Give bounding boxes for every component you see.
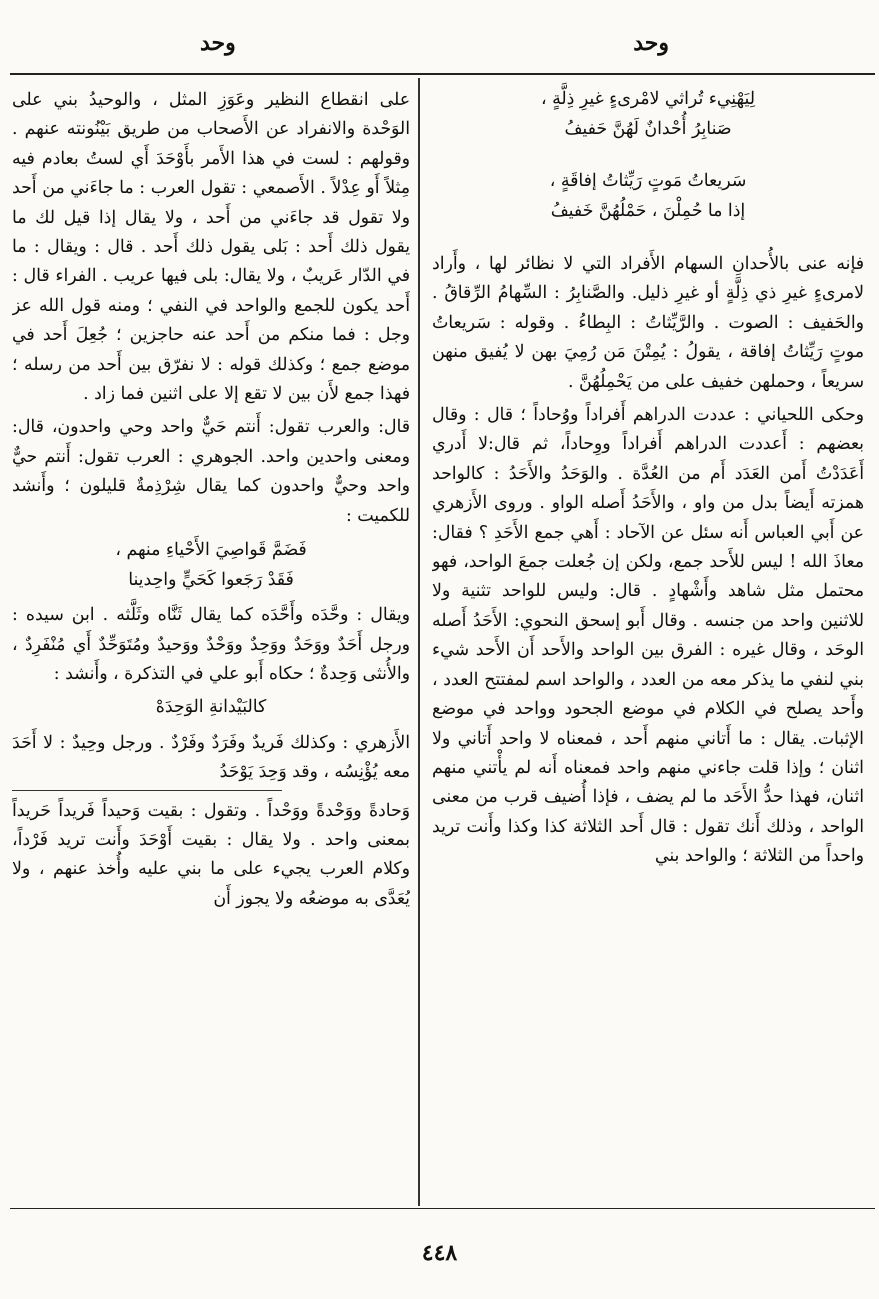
poem-1-line-1: لِيَهْنِيء تُراثي لامْرىءٍ غيرِ ذِلَّةٍ ، <box>541 89 755 109</box>
poem-3 <box>12 535 410 595</box>
bottom-rule <box>10 1208 875 1209</box>
header-right-title: وحد <box>633 30 669 56</box>
poem-single-line: كالبَيْدانةِ الوَحِدَهْ <box>155 697 267 718</box>
header-left-title: وحد <box>200 30 236 56</box>
left-column <box>12 82 410 1206</box>
right-paragraph-1: فإنه عنى بالأُحدانِ السهام الأَفراد التي لا نظائر لها ، وأَراد لامرىءٍ غيرِ ذي ذِلَّةٍ أو غيرِ ذليل. والصَّنابِرُ : السِّهامُ الرِّقاقُ . والحَفيف : الصوت . والرَّيِّثاتُ : البِطاءُ . وقوله : سَريعاتُ موتٍ رَيِّثاتُ إفاقة ، يقولُ : يُمِتْنَ مَن رُمِيَ بهن لا يُفيق منهن سريعاً ، وحملهن خفيف على من يَحْمِلُهُنَّ . <box>432 254 864 392</box>
poem-1 <box>432 84 864 144</box>
left-paragraph-2: قال: والعرب تقول: أَنتم حَيٌّ واحد وحي واحدون، قال: ومعنى واحدين واحد. الجوهري : العرب تقول: أَنتم حيٌّ واحد وحيٌّ واحدون كما يقال شِرْذِمةٌ قليلون ؛ وأَنشد للكميت : <box>12 417 410 526</box>
left-paragraph-1: على انقطاع النظير وعَوَزِ المثل ، والوحيدُ بني على الوَحْدة والانفراد عن الأَصحاب من طريق بَيْنُونته عنهم . وقولهم : لست في هذا الأَمر بأَوْحَدَ أَي لستُ بعادم فيه مِثلاً أَو عِدْلاً . الأَصمعي : تقول العرب : ما جاءَني من أَحد ولا تقول قد جاءَني من أَحد ، ولا يقال إذا قيل لك ما يقول ذلك أَحد : بَلى يقول ذلك أَحد . قال : ويقال : ما في الدّار عَريبٌ ، ولا يقال: بلى فيها عريب . الفراء قال : أَحد يكون للجمع والواحد في النفي ؛ ومنه قول الله عز وجل : فما منكم من أَحد عنه حاجزين ؛ جُعِلَ أَحد في موضع جمع ؛ وكذلك قوله : لا نفرّق بين أَحد من رسله ؛ فهذا جمع لأَن بين لا تقع إلا على اثنين فما زاد . <box>12 90 410 405</box>
column-separator <box>418 78 420 1206</box>
left-paragraph-4: الأَزهري : وكذلك فَريدٌ وفَرَدٌ وفَرْدٌ . ورجل وحِيدٌ : لا أَحَدَ معه يُؤْنِسُه ، وقد وَحِدَ يَوْحَدُ <box>12 732 410 783</box>
left-paragraph-3: ويقال : وحَّدَه وأَحَّدَه كما يقال ثَنَّاه وثَلَّثه . ابن سيده : ورجل أَحَدٌ ووَحَدٌ ووَحِدٌ ووَحْدٌ ووَحيدٌ ومُتَوَحِّدٌ أَي مُنْفَرِدٌ ، والأُنثى وَحِدةٌ ؛ حكاه أَبو علي في التذكرة ، وأَنشد : <box>12 605 410 684</box>
poem-2 <box>432 166 864 226</box>
top-rule <box>10 73 875 75</box>
left-paragraph-5: وَحادةً ووَحْدةً ووَحْداً . وتقول : بقيت وَحيداً فَريداً حَريداً بمعنى واحد . ولا يقال : بقيت أَوْحَدَ وأَنت تريد فَرْداً، وكلام العرب يجيء على ما بني عليه وأُخذ عنهم ، ولا يُعَدَّى به موضعُه ولا يجوز أَن <box>12 800 410 909</box>
poem-1-line-2: صَنابِرُ أُحْدانٌ لَهُنَّ حَفيفُ <box>564 119 732 139</box>
poem-2-line-2: إذا ما حُمِلْنَ ، حَمْلُهُنَّ خَفيفُ <box>550 201 746 221</box>
poem-3-line-1: فَضَمَّ قَواصِيَ الأَحْياءِ منهم ، <box>115 540 307 561</box>
poem-2-line-1: سَريعاتُ مَوتٍ رَيِّثاتُ إفاقَةٍ ، <box>549 171 747 191</box>
right-column <box>432 82 864 1206</box>
inline-rule <box>12 790 282 791</box>
poem-3-line-2: فَقَدْ رَجَعوا كَحَيٍّ واحِدينا <box>128 570 294 591</box>
right-paragraph-2: وحكى اللحياني : عددت الدراهم أَفراداً ووُحاداً ؛ قال : وقال بعضهم : أَعددت الدراهم أَفراداً ووِحاداً، ثم قال:لا أَدري أَعَدَدْتُ أَمن العَدَد أَم من العُدَّة . والوَحَدُ والأَحَدُ : كالواحد همزته أَيضاً بدل من واو ، والأَحَدُ أَصله الواو . وروى الأَزهري عن أَبي العباس أَنه سئل عن الآحاد : أَهي جمع الأَحَدِ ؟ فقال: معاذَ الله ! ليس للأَحد جمع، ولكن إن جُعلت جمعَ الواحد، فهو محتمل مثل شاهد وأَشْهادٍ . قال: وليس للواحد تثنية ولا للاثنين واحد من جنسه . وقال أَبو إسحق النحوي: الأَحَدُ أَصله الوحَد ، وقال غيره : الفرق بين الواحد والأَحد أَن الأَحد شيء بني لنفي ما يذكر معه من العدد ، والواحد اسم لمفتتح العدد ، وأَحد يصلح في الكلام في موضع الجحود وواحد في موضع الإثبات. يقال : ما أَتاني منهم أَحد ، فمعناه لا واحد أَتاني ولا اثنان ؛ وإذا قلت جاءني منهم واحد فمعناه أَنه لم يأْتني منهم اثنان، فهذا حدُّ الأَحَد ما لم يضف ، فإذا أُضيف قرب من معنى الواحد ، وذلك أَنك تقول : قال أَحد الثلاثة كذا وكذا وأَنت تريد واحداً من الثلاثة ؛ والواحد بني <box>432 405 864 867</box>
page-number: ٤٤٨ <box>421 1240 458 1266</box>
